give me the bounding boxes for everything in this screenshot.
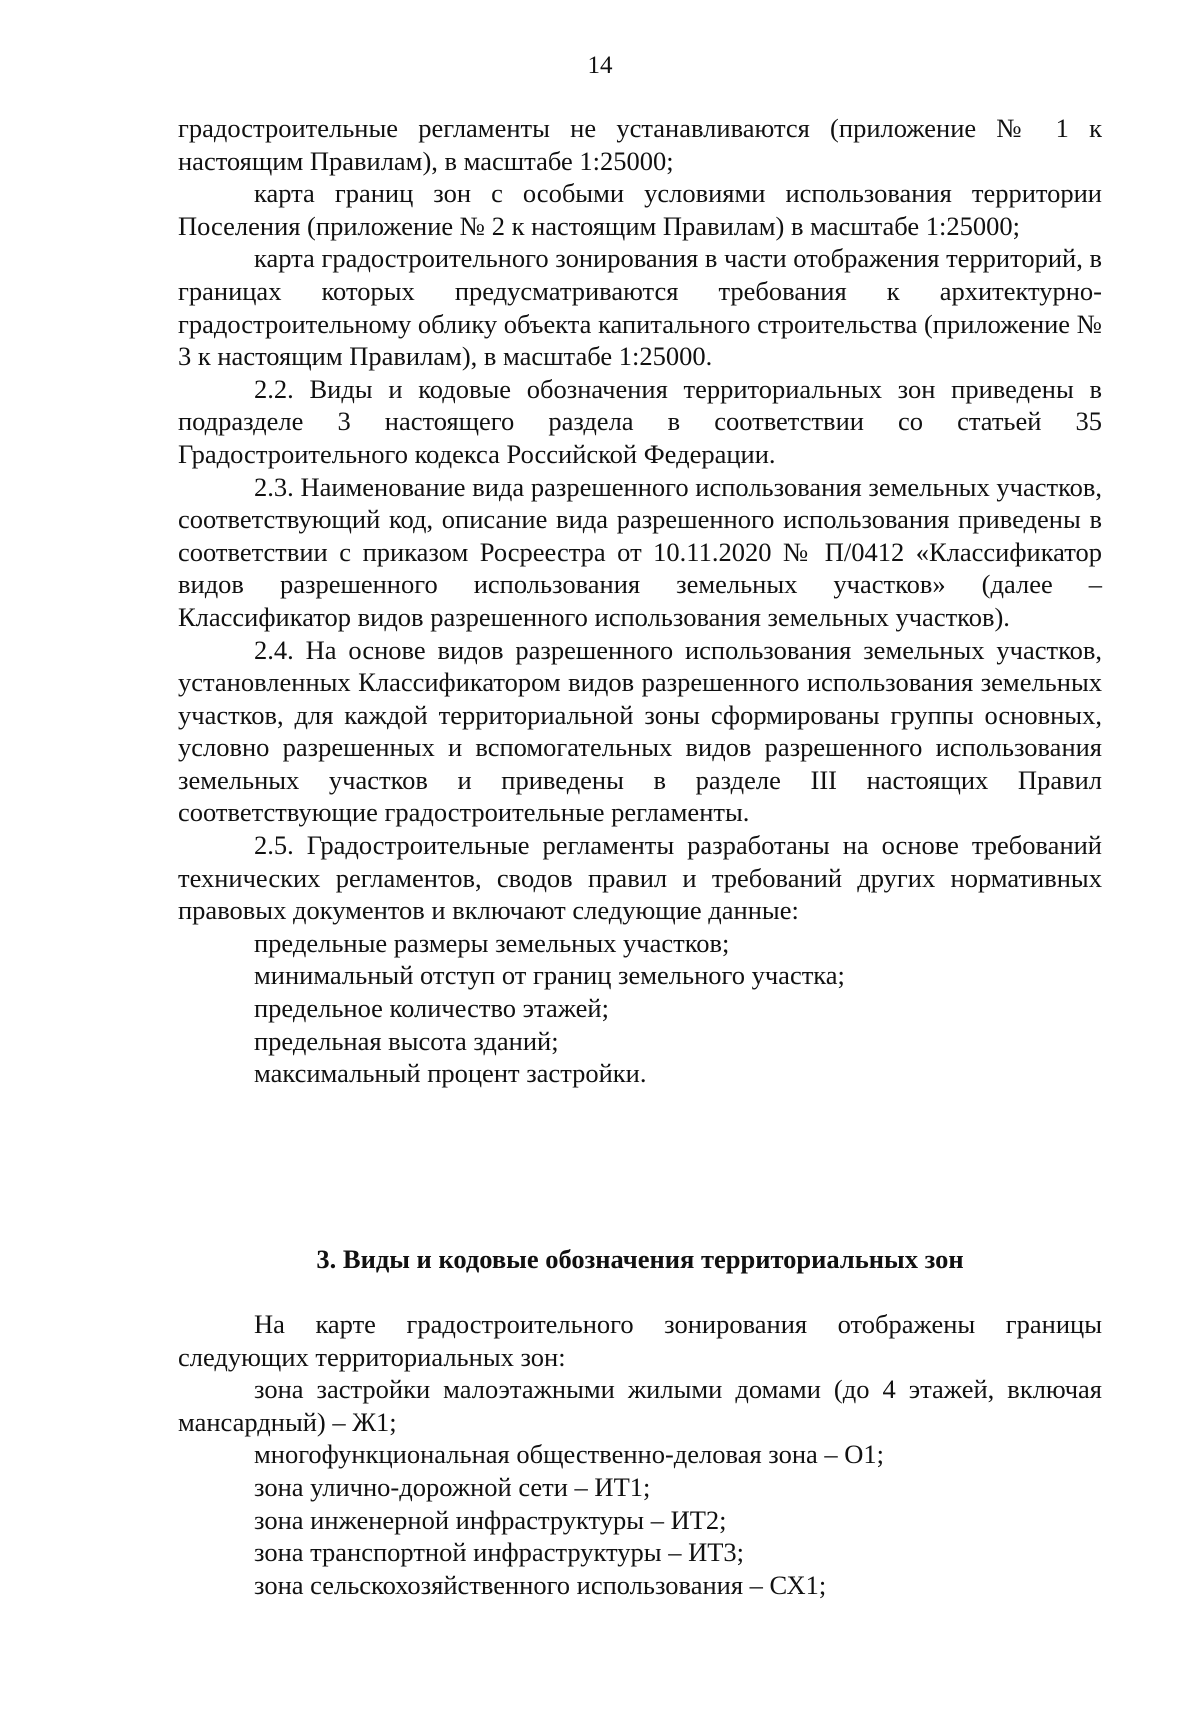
page-number: 14 (587, 52, 613, 79)
paragraph-2-5: 2.5. Градостроительные регламенты разработаны на основе требований технических регламентов, сводов правил и требований других нормативных правовых документов и включают следующие данные: (178, 830, 1102, 926)
paragraph-zones-intro: На карте градостроительного зонирования отображены границы следующих территориальных зон: (178, 1309, 1102, 1372)
list-item: зона транспортной инфраструктуры – ИТ3; (254, 1537, 745, 1568)
paragraph-2-4: 2.4. На основе видов разрешенного использования земельных участков, установленных Классификатором видов разрешенного использования земельных участков, для каждой территориальной зоны сформированы группы основных, условно разрешенных и вспомогательных видов разрешенного использования земельных участков и приведены в разделе III настоящих Правил соответствующие градостроительные регламенты. (178, 634, 1102, 828)
paragraph-map-zones: карта границ зон с особыми условиями использования территории Поселения (приложение № 2 к настоящим Правилам) в масштабе 1:25000; (178, 178, 1102, 241)
section-3-text (178, 1308, 1102, 1601)
paragraph-map-zoning: карта градостроительного зонирования в части отображения территорий, в границах которых предусматриваются требования к архитектурно-градостроительному облику объекта капитального строительства (приложение № 3 к настоящим Правилам), в масштабе 1:25000. (178, 243, 1102, 372)
section-heading: 3. Виды и кодовые обозначения территориальных зон (316, 1244, 964, 1274)
list-item: предельные размеры земельных участков; (254, 927, 730, 958)
list-item: зона сельскохозяйственного использования – СХ1; (254, 1569, 827, 1600)
paragraph-2-3: 2.3. Наименование вида разрешенного использования земельных участков, соответствующий код, описание вида разрешенного использования приведены в соответствии с приказом Росреестра от 10.11.2020 № П/0412 «Классификатор видов разрешенного использования земельных участков» (далее – Классификатор видов разрешенного использования земельных участков). (178, 471, 1102, 632)
paragraph-2-2: 2.2. Виды и кодовые обозначения территориальных зон приведены в подразделе 3 настоящего раздела в соответствии со статьей 35 Градостроительного кодекса Российской Федерации. (178, 373, 1102, 469)
list-item: зона улично-дорожной сети – ИТ1; (254, 1471, 651, 1502)
list-item: многофункциональная общественно-деловая зона – О1; (254, 1439, 885, 1470)
body-text (178, 112, 1102, 1090)
list-item: предельная высота зданий; (254, 1025, 559, 1056)
list-item: зона застройки малоэтажными жилыми домами (до 4 этажей, включая мансардный) – Ж1; (178, 1374, 1102, 1437)
list-item: максимальный процент застройки. (254, 1058, 647, 1089)
list-item: минимальный отступ от границ земельного участка; (254, 960, 845, 991)
list-item: предельное количество этажей; (254, 993, 609, 1024)
paragraph-continuation: градостроительные регламенты не устанавливаются (приложение № 1 к настоящим Правилам), в масштабе 1:25000; (178, 113, 1102, 176)
list-item: зона инженерной инфраструктуры – ИТ2; (254, 1504, 727, 1535)
